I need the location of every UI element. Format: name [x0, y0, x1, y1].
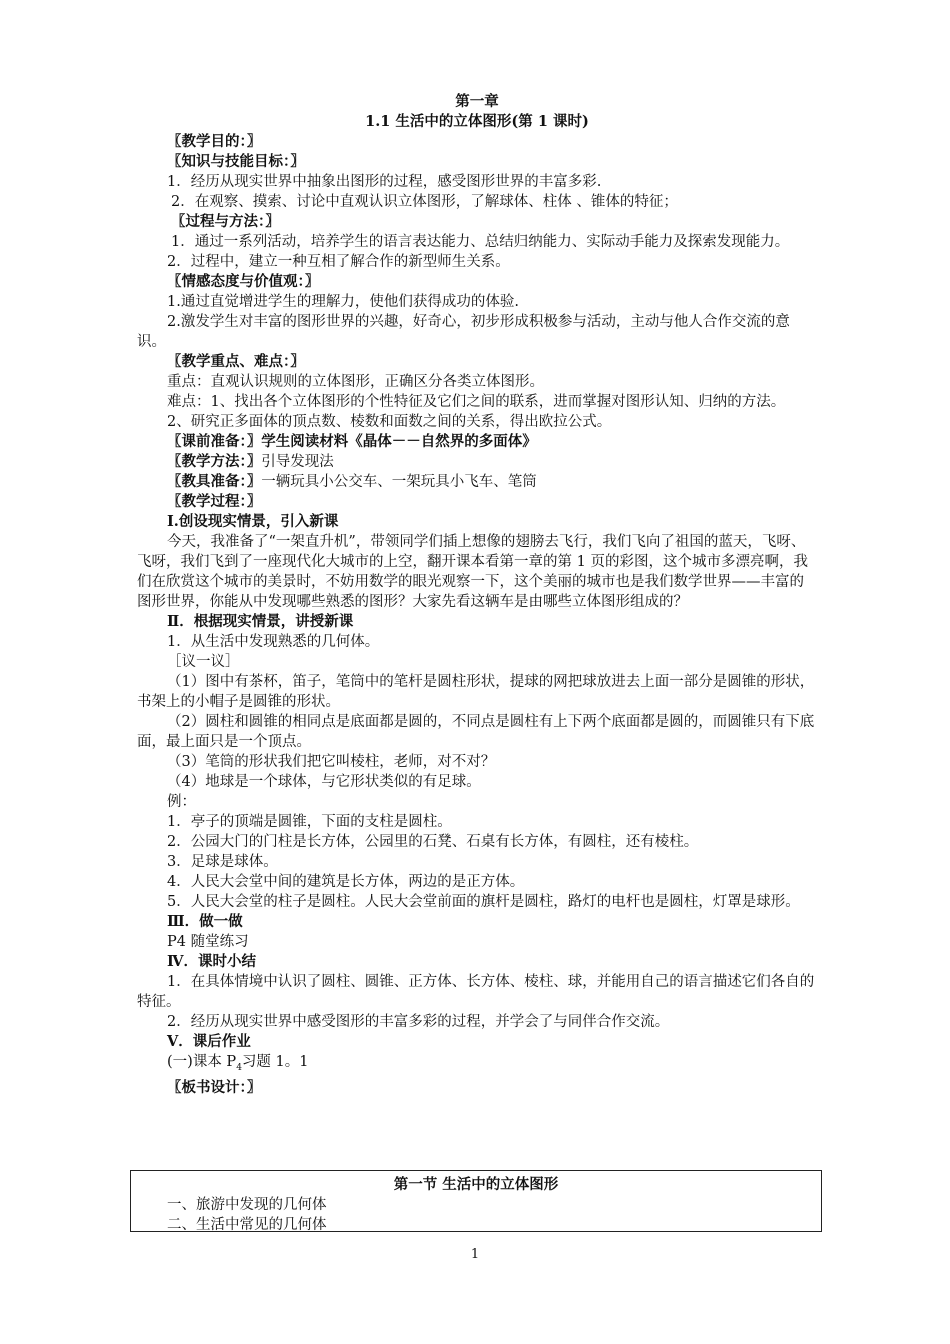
tools-line	[137, 472, 817, 492]
discuss-item: （2）圆柱和圆锥的相同点是底面都是圆的，不同点是圆柱有上下两个底面都是圆的，而圆锥只有下底面，最上面只是一个顶点。	[137, 714, 815, 750]
tools-text: 一辆玩具小公交车、一架玩具小飞车、笔筒	[261, 474, 537, 490]
knowledge-heading: 〖知识与技能目标：〗	[167, 153, 305, 170]
discuss-item: （3）笔筒的形状我们把它叫棱柱，老师，对不对？	[167, 754, 496, 770]
tools-label: 〖教具准备：〗	[167, 473, 262, 490]
section-1-title: Ⅰ.创设现实情景，引入新课	[167, 513, 339, 530]
prep-line: 〖课前准备：〗学生阅读材料《晶体－－自然界的多面体》	[167, 433, 537, 450]
attitude-item: 1.通过直觉增进学生的理解力，使他们获得成功的体验.	[167, 294, 519, 310]
summary-item: 2．经历从现实世界中感受图形的丰富多彩的过程，并学会了与同伴合作交流。	[167, 1014, 670, 1030]
attitude-item: 2.激发学生对丰富的图形世界的兴趣，好奇心，初步形成积极参与活动，主动与他人合作交流的意识。	[137, 314, 790, 350]
example-label: 例：	[167, 794, 196, 810]
difficulty-2: 2、研究正多面体的顶点数、棱数和面数之间的关系，得出欧拉公式。	[167, 414, 612, 430]
section-2-title: Ⅱ．根据现实情景，讲授新课	[167, 613, 354, 630]
knowledge-item: 2．在观察、摸索、讨论中直观认识立体图形，了解球体、柱体 、锥体的特征；	[171, 194, 678, 210]
process-item: 2．过程中，建立一种互相了解合作的新型师生关系。	[167, 254, 510, 270]
example-item: 3．足球是球体。	[167, 854, 278, 870]
difficulty-1: 难点：1、找出各个立体图形的个性特征及它们之间的联系，进而掌握对图形认知、归纳的方法。	[167, 394, 786, 410]
chapter-title: 第一章	[455, 93, 499, 110]
example-item: 2．公园大门的门柱是长方体，公园里的石凳、石桌有长方体，有圆柱，还有棱柱。	[167, 834, 699, 850]
example-item: 4．人民大会堂中间的建筑是长方体，两边的是正方体。	[167, 874, 525, 890]
method-label: 〖教学方法：〗	[167, 453, 262, 470]
lesson-title: 1.1 生活中的立体图形(第 1 课时)	[365, 113, 589, 130]
process-item: 1．通过一系列活动，培养学生的语言表达能力、总结归纳能力、实际动手能力及探索发现能力。	[171, 234, 790, 250]
example-item: 1．亭子的顶端是圆锥，下面的支柱是圆柱。	[167, 814, 452, 830]
homework-suffix: 习题 1。1	[241, 1054, 309, 1070]
homework-prefix: (一)课本 P	[167, 1054, 237, 1070]
method-text: 引导发现法	[261, 454, 334, 470]
homework-subscript: 4	[236, 1062, 242, 1073]
board-row: 二、生活中常见的几何体	[167, 1217, 327, 1233]
section-4-title: Ⅳ．课时小结	[167, 953, 256, 970]
discuss-item: （4）地球是一个球体，与它形状类似的有足球。	[167, 774, 481, 790]
board-row: 一、旅游中发现的几何体	[167, 1197, 327, 1213]
key-heading: 〖教学重点、难点：〗	[167, 353, 305, 370]
example-item: 5．人民大会堂的柱子是圆柱。人民大会堂前面的旗杆是圆柱，路灯的电杆也是圆柱，灯罩是球形。	[167, 894, 800, 910]
board-design-box	[130, 1170, 822, 1232]
lesson-content	[137, 92, 817, 1098]
board-heading: 〖板书设计：〗	[167, 1078, 262, 1096]
section-2-sub: 1．从生活中发现熟悉的几何体。	[167, 634, 380, 650]
goals-heading: 〖教学目的：〗	[167, 133, 262, 150]
discuss-item: （1）图中有茶杯，笛子，笔筒中的笔杆是圆柱形状，提球的网把球放进去上面一部分是圆锥的形状，书架上的小帽子是圆锥的形状。	[137, 674, 815, 710]
method-line	[137, 452, 817, 472]
section-3-title: Ⅲ．做一做	[167, 913, 243, 930]
key-point: 重点：直观认识规则的立体图形，正确区分各类立体图形。	[167, 374, 544, 390]
attitude-heading: 〖情感态度与价值观：〗	[167, 273, 320, 290]
summary-item: 1．在具体情境中认识了圆柱、圆锥、正方体、长方体、棱柱、球，并能用自己的语言描述它们各自的特征。	[137, 974, 815, 1010]
homework-line	[137, 1052, 817, 1078]
process-heading: 〖过程与方法：〗	[171, 213, 280, 230]
page-number: 1	[470, 1247, 480, 1262]
section-5-title: Ⅴ．课后作业	[167, 1033, 251, 1050]
process-main-heading: 〖教学过程：〗	[167, 493, 262, 510]
board-title: 第一节 生活中的立体图形	[393, 1176, 559, 1193]
discuss-label: ［议一议］	[167, 654, 240, 670]
section-1-text: 今天，我准备了“一架直升机”，带领同学们插上想像的翅膀去飞行，我们飞向了祖国的蓝天，飞呀、飞呀，我们飞到了一座现代化大城市的上空，翻开课本看第一章的第 1 页的彩图，这个城市多漂亮啊，我们在欣赏这个城市的美景时，不妨用数学的眼光观察一下，这个美丽的城市也是我们数学世界——丰富的图形世界，你能从中发现哪些熟悉的图形？大家先看这辆车是由哪些立体图形组成的？	[137, 534, 808, 610]
knowledge-item: 1．经历从现实世界中抽象出图形的过程，感受图形世界的丰富多彩.	[167, 174, 602, 190]
section-3-text: P4 随堂练习	[167, 934, 249, 950]
